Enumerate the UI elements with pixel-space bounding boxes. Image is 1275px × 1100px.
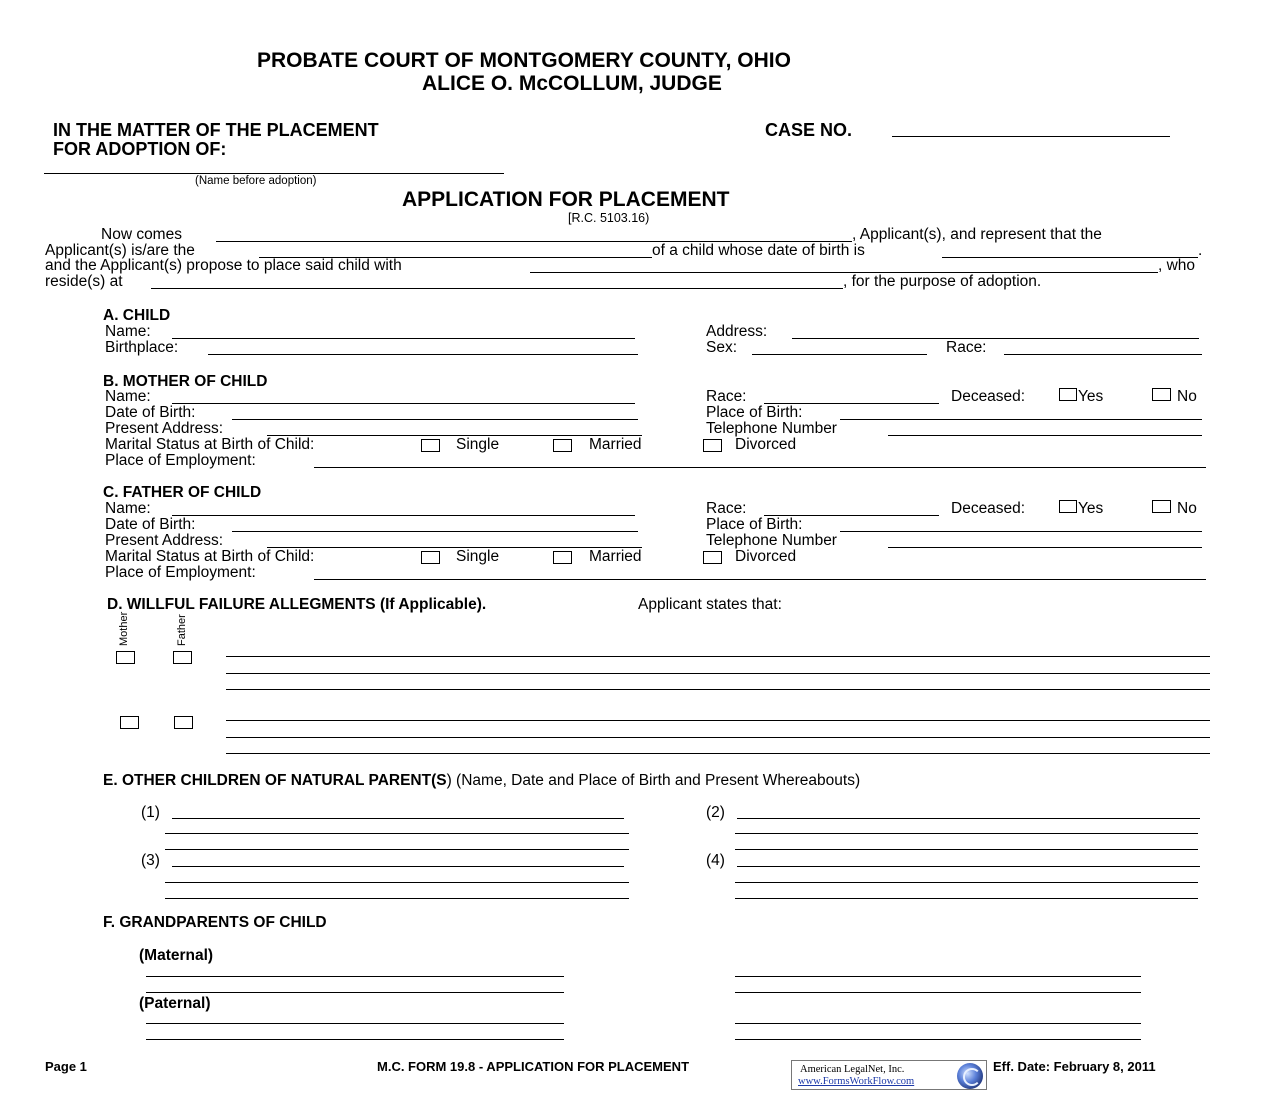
mother-pob-label: Place of Birth: — [706, 404, 803, 421]
mother-employment-field[interactable] — [314, 467, 1206, 468]
father-divorced-label: Divorced — [735, 548, 797, 565]
child-3-line-2[interactable] — [165, 882, 629, 883]
child-4-line-1[interactable] — [737, 866, 1200, 867]
father-employment-field[interactable] — [314, 579, 1206, 580]
father-address-label: Present Address: — [105, 532, 224, 549]
section-e-heading-tail: ) (Name, Date and Place of Birth and Present Whereabouts) — [446, 772, 861, 789]
allegation-2-line-3[interactable] — [226, 753, 1210, 754]
mother-race-label: Race: — [706, 388, 747, 405]
child-address-label: Address: — [706, 323, 768, 340]
section-a-heading: A. CHILD — [103, 307, 171, 324]
section-b-heading: B. MOTHER OF CHILD — [103, 373, 268, 390]
mother-single-label: Single — [456, 436, 500, 453]
father-pob-field[interactable] — [840, 531, 1202, 532]
residence-field[interactable] — [151, 288, 843, 289]
section-e-heading — [103, 773, 860, 789]
allegation-1-line-1[interactable] — [226, 656, 1210, 657]
child-1-number: (1) — [141, 804, 160, 821]
father-deceased-no-label: No — [1177, 500, 1197, 517]
mother-deceased-yes-label: Yes — [1078, 388, 1104, 405]
mother-dob-label: Date of Birth: — [105, 404, 196, 421]
mother-deceased-label: Deceased: — [951, 388, 1026, 405]
father-race-label: Race: — [706, 500, 747, 517]
child-2-line-1[interactable] — [737, 818, 1200, 819]
child-2-line-2[interactable] — [735, 833, 1198, 834]
page-number: Page 1 — [45, 1059, 87, 1074]
child-birthplace-field[interactable] — [208, 354, 638, 355]
matter-line-1: IN THE MATTER OF THE PLACEMENT — [53, 120, 379, 140]
child-race-label: Race: — [946, 339, 987, 356]
mother-address-field[interactable] — [267, 435, 642, 436]
mother-employment-label: Place of Employment: — [105, 452, 256, 469]
logo-url[interactable]: www.FormsWorkFlow.com — [798, 1076, 915, 1087]
allegation-2-mother-checkbox[interactable] — [120, 716, 139, 729]
matter-line-2: FOR ADOPTION OF: — [53, 139, 227, 159]
form-number: M.C. FORM 19.8 - APPLICATION FOR PLACEMENT — [377, 1059, 690, 1074]
father-deceased-yes-label: Yes — [1078, 500, 1104, 517]
father-married-checkbox[interactable] — [553, 551, 572, 564]
paternal-line-4[interactable] — [735, 1039, 1141, 1040]
intro-applicants-are: Applicant(s) is/are the — [45, 242, 195, 259]
child-3-number: (3) — [141, 852, 160, 869]
father-deceased-label: Deceased: — [951, 500, 1026, 517]
father-married-label: Married — [589, 548, 642, 565]
paternal-line-2[interactable] — [146, 1039, 564, 1040]
child-2-number: (2) — [706, 804, 725, 821]
intro-of-child: of a child whose date of birth is — [652, 242, 865, 259]
mother-column-label: Mother — [118, 611, 130, 646]
mother-divorced-label: Divorced — [735, 436, 797, 453]
child-race-field[interactable] — [1004, 354, 1202, 355]
mother-deceased-no-checkbox[interactable] — [1152, 388, 1171, 401]
american-legalnet-logo[interactable] — [791, 1060, 987, 1090]
child-4-number: (4) — [706, 852, 725, 869]
form-title: APPLICATION FOR PLACEMENT — [402, 188, 730, 211]
father-marital-label: Marital Status at Birth of Child: — [105, 548, 315, 565]
section-c-heading: C. FATHER OF CHILD — [103, 484, 262, 501]
child-1-line-1[interactable] — [172, 818, 624, 819]
paternal-line-1[interactable] — [146, 1023, 564, 1024]
section-e-heading-bold: E. OTHER CHILDREN OF NATURAL PARENT(S — [103, 772, 447, 789]
father-address-field[interactable] — [267, 547, 642, 548]
mother-dob-field[interactable] — [232, 419, 638, 420]
child-sex-field[interactable] — [752, 354, 927, 355]
father-deceased-yes-checkbox[interactable] — [1059, 500, 1077, 513]
intro-propose: and the Applicant(s) propose to place said child with — [45, 257, 402, 274]
name-before-adoption-note: (Name before adoption) — [195, 175, 317, 187]
maternal-line-2[interactable] — [146, 992, 564, 993]
father-single-label: Single — [456, 548, 500, 565]
section-d-heading: D. WILLFUL FAILURE ALLEGMENTS (If Applicable). — [107, 596, 487, 613]
logo-company: American LegalNet, Inc. — [800, 1064, 905, 1075]
judge-title: ALICE O. McCOLLUM, JUDGE — [422, 72, 722, 95]
mother-address-label: Present Address: — [105, 420, 224, 437]
father-phone-field[interactable] — [888, 547, 1202, 548]
allegation-2-line-1[interactable] — [226, 720, 1210, 721]
mother-single-checkbox[interactable] — [421, 439, 440, 452]
father-column-label: Father — [176, 614, 188, 646]
globe-icon — [957, 1063, 983, 1089]
mother-divorced-checkbox[interactable] — [703, 439, 722, 452]
court-title: PROBATE COURT OF MONTGOMERY COUNTY, OHIO — [257, 49, 791, 72]
statute-reference: [R.C. 5103.16) — [568, 211, 650, 225]
child-birthplace-label: Birthplace: — [105, 339, 179, 356]
intro-who: , who — [1158, 257, 1196, 274]
allegation-1-mother-checkbox[interactable] — [116, 651, 135, 664]
child-sex-label: Sex: — [706, 339, 738, 356]
allegation-1-line-2[interactable] — [226, 673, 1210, 674]
child-3-line-1[interactable] — [172, 866, 624, 867]
allegation-2-line-2[interactable] — [226, 737, 1210, 738]
intro-represent: , Applicant(s), and represent that the — [852, 226, 1102, 243]
mother-phone-field[interactable] — [888, 435, 1202, 436]
mother-married-label: Married — [589, 436, 642, 453]
mother-name-label: Name: — [105, 388, 151, 405]
father-single-checkbox[interactable] — [421, 551, 440, 564]
allegation-1-father-checkbox[interactable] — [173, 651, 192, 664]
mother-deceased-no-label: No — [1177, 388, 1197, 405]
child-name-label: Name: — [105, 323, 151, 340]
father-dob-label: Date of Birth: — [105, 516, 196, 533]
adoptee-name-field[interactable] — [44, 173, 504, 174]
mother-name-field[interactable] — [172, 403, 635, 404]
child-1-line-2[interactable] — [165, 833, 629, 834]
case-no-field[interactable] — [892, 136, 1170, 137]
intro-purpose: , for the purpose of adoption. — [843, 273, 1042, 290]
father-dob-field[interactable] — [232, 531, 638, 532]
case-no-label: CASE NO. — [765, 120, 853, 140]
allegation-1-line-3[interactable] — [226, 689, 1210, 690]
mother-deceased-yes-checkbox[interactable] — [1059, 388, 1077, 401]
mother-pob-field[interactable] — [840, 419, 1202, 420]
father-deceased-no-checkbox[interactable] — [1152, 500, 1171, 513]
section-d-states: Applicant states that: — [638, 596, 782, 613]
mother-married-checkbox[interactable] — [553, 439, 572, 452]
maternal-line-4[interactable] — [735, 992, 1141, 993]
child-4-line-2[interactable] — [735, 882, 1198, 883]
effective-date: Eff. Date: February 8, 2011 — [993, 1059, 1156, 1074]
allegation-2-father-checkbox[interactable] — [174, 716, 193, 729]
intro-now-comes: Now comes — [101, 226, 182, 243]
paternal-label: (Paternal) — [139, 995, 211, 1012]
child-1-line-3[interactable] — [165, 849, 629, 850]
mother-marital-label: Marital Status at Birth of Child: — [105, 436, 315, 453]
child-4-line-3[interactable] — [735, 898, 1198, 899]
father-pob-label: Place of Birth: — [706, 516, 803, 533]
maternal-line-3[interactable] — [735, 976, 1141, 977]
maternal-line-1[interactable] — [146, 976, 564, 977]
mother-phone-label: Telephone Number — [706, 420, 837, 437]
intro-period: . — [1198, 242, 1203, 259]
paternal-line-3[interactable] — [735, 1023, 1141, 1024]
father-divorced-checkbox[interactable] — [703, 551, 722, 564]
child-address-field[interactable] — [792, 338, 1199, 339]
maternal-label: (Maternal) — [139, 947, 214, 964]
child-name-field[interactable] — [172, 338, 635, 339]
intro-reside: reside(s) at — [45, 273, 123, 290]
section-f-heading: F. GRANDPARENTS OF CHILD — [103, 914, 327, 931]
father-name-label: Name: — [105, 500, 151, 517]
father-phone-label: Telephone Number — [706, 532, 837, 549]
child-2-line-3[interactable] — [735, 849, 1198, 850]
child-3-line-3[interactable] — [165, 898, 629, 899]
father-employment-label: Place of Employment: — [105, 564, 256, 581]
father-name-field[interactable] — [172, 515, 635, 516]
